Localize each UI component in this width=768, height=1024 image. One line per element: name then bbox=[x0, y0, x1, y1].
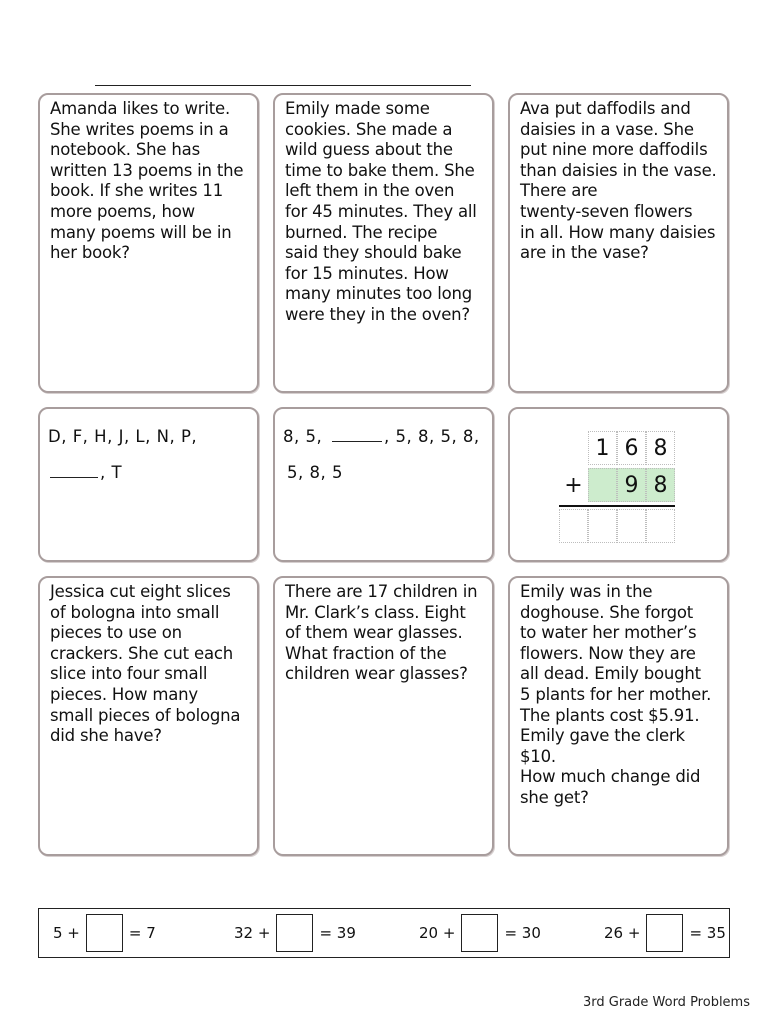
problem-text-3: Ava put daffodils and daisies in a vase. She put nine more daffodils than daisies in the vase. There are twenty-seven flowers in all. How many daisies are in the vase? bbox=[520, 99, 717, 263]
top-digit-hundreds: 1 bbox=[588, 431, 617, 465]
answer-cell-tens[interactable] bbox=[617, 509, 646, 543]
equation-1-answer-box[interactable] bbox=[86, 914, 123, 952]
equation-4 bbox=[604, 909, 726, 957]
equation-2-right: = 39 bbox=[319, 924, 356, 942]
top-digit-tens: 6 bbox=[617, 431, 646, 465]
problem-text-2: Emily made some cookies. She made a wild guess about the time to bake them. She left them in the oven for 45 minutes. They all burned. The recipe said they should bake for 15 minutes. How many minutes too long were they in the oven? bbox=[285, 99, 477, 324]
problem-card-8 bbox=[273, 576, 494, 856]
letter-sequence-line-1: D, F, H, J, L, N, P, bbox=[48, 427, 198, 446]
equation-2 bbox=[234, 909, 356, 957]
equation-1-left: 5 + bbox=[53, 924, 80, 942]
letter-sequence-blank[interactable] bbox=[50, 477, 98, 478]
number-sequence-line-1 bbox=[283, 427, 480, 446]
answer-cell-ones[interactable] bbox=[646, 509, 675, 543]
equation-2-answer-box[interactable] bbox=[276, 914, 313, 952]
answer-cell-hundreds[interactable] bbox=[588, 509, 617, 543]
number-sequence-rest: , 5, 8, 5, 8, bbox=[383, 427, 480, 446]
bottom-digit-hundreds bbox=[588, 468, 617, 502]
number-sequence-card bbox=[273, 407, 494, 562]
problem-text-8: There are 17 children in Mr. Clark’s class. Eight of them wear glasses. What fraction of the children wear glasses? bbox=[285, 582, 478, 684]
number-sequence-blank[interactable] bbox=[332, 441, 382, 442]
answer-cell-thousands[interactable] bbox=[559, 509, 588, 543]
equation-3-left: 20 + bbox=[419, 924, 456, 942]
problem-card-1 bbox=[38, 93, 259, 393]
letter-sequence-end: , T bbox=[100, 463, 123, 482]
bottom-digit-ones: 8 bbox=[646, 468, 675, 502]
problem-card-2 bbox=[273, 93, 494, 393]
equation-2-left: 32 + bbox=[234, 924, 271, 942]
equation-4-answer-box[interactable] bbox=[646, 914, 683, 952]
number-sequence-line-2: 5, 8, 5 bbox=[287, 463, 343, 482]
letter-sequence-line-2 bbox=[50, 463, 122, 482]
plus-sign: + bbox=[564, 472, 583, 498]
equations-strip bbox=[38, 908, 730, 958]
footer-title: 3rd Grade Word Problems bbox=[582, 995, 750, 1010]
equation-4-left: 26 + bbox=[604, 924, 641, 942]
addition-card bbox=[508, 407, 729, 562]
problem-text-9: Emily was in the doghouse. She forgot to water her mother’s flowers. Now they are all dead. Emily bought 5 plants for her mother. The plants cost $5.91. Emily gave the clerk $10. How much change did she get? bbox=[520, 582, 712, 807]
equation-3-right: = 30 bbox=[504, 924, 541, 942]
bottom-digit-tens: 9 bbox=[617, 468, 646, 502]
top-digit-ones: 8 bbox=[646, 431, 675, 465]
equation-3 bbox=[419, 909, 541, 957]
problem-card-3 bbox=[508, 93, 729, 393]
sum-line bbox=[559, 505, 675, 507]
problem-card-7 bbox=[38, 576, 259, 856]
problem-text-1: Amanda likes to write. She writes poems in a notebook. She has written 13 poems in the book. If she writes 11 more poems, how many poems will be in her book? bbox=[50, 99, 244, 263]
equation-3-answer-box[interactable] bbox=[461, 914, 498, 952]
problem-card-9 bbox=[508, 576, 729, 856]
equation-4-right: = 35 bbox=[689, 924, 726, 942]
number-sequence-start: 8, 5, bbox=[283, 427, 323, 446]
equation-1 bbox=[53, 909, 156, 957]
name-line[interactable] bbox=[95, 85, 471, 86]
problem-text-7: Jessica cut eight slices of bologna into small pieces to use on crackers. She cut each slice into four small pieces. How many small pieces of bologna did she have? bbox=[50, 582, 241, 746]
equation-1-right: = 7 bbox=[128, 924, 156, 942]
letter-sequence-card bbox=[38, 407, 259, 562]
